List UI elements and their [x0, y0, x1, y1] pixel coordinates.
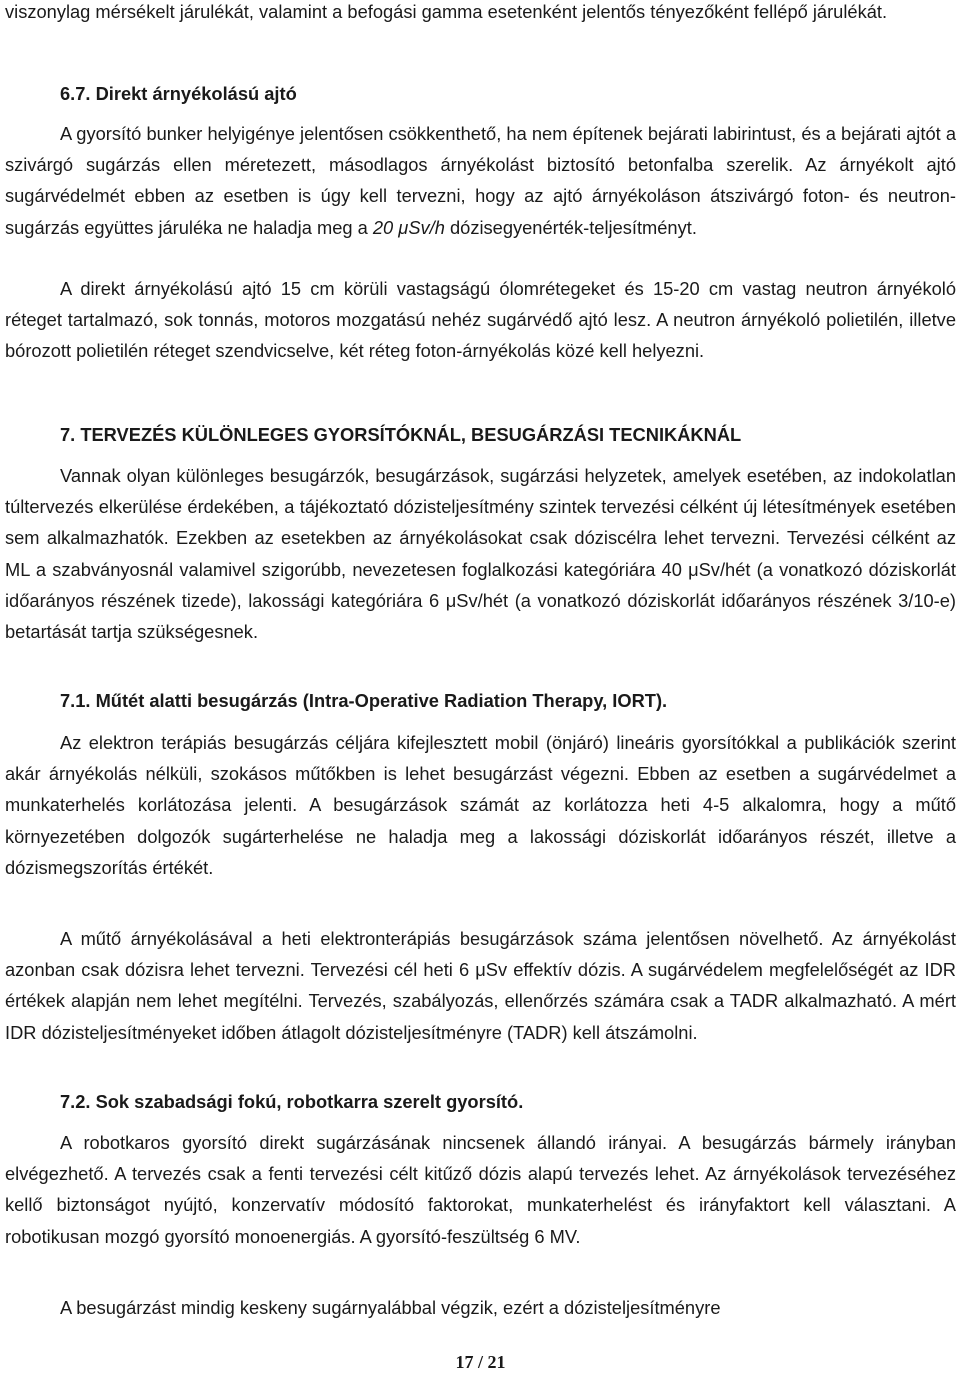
heading-7-1: 7.1. Műtét alatti besugárzás (Intra-Operative Radiation Therapy, IORT). [60, 690, 668, 711]
intro-paragraph: viszonylag mérsékelt járulékát, valamint a befogási gamma esetenként jelentős tényezőként fellépő járulékát. [5, 1, 888, 22]
paragraph-6-7-a [5, 118, 956, 243]
paragraph-7-1-a: Az elektron terápiás besugárzás céljára kifejlesztett mobil (önjáró) lineáris gyorsítókkal a publikációk szerint akár árnyékolás nélküli, szokásos műtőkben is lehet besugárzást végezni. Ebben az esetben a sugárvédelmet a munkaterhelés korlátozása jelenti. A besugárzások számát az korlátozza heti 4-5 alkalomra, hogy a műtő környezetében dolgozók sugárterhelése ne haladja meg a lakossági dóziskorlát időarányos részét, illetve a dózismegszorítás értékét. [5, 732, 956, 878]
dose-rate-value: 20 μSv/h [372, 216, 445, 238]
document-page [5, 0, 956, 1374]
heading-6-7: 6.7. Direkt árnyékolású ajtó [60, 83, 297, 104]
paragraph-6-7-b: A direkt árnyékolású ajtó 15 cm körüli vastagságú ólomrétegeket és 15-20 cm vastag neutron árnyékoló réteget tartalmazó, sok tonnás, motoros mozgatású nehéz sugárvédő ajtó lesz. A neutron árnyékoló polietilén, illetve bórozott polietilén réteget szendvicselve, két réteg foton-árnyékolás közé kell helyezni. [5, 278, 956, 362]
paragraph-7: Vannak olyan különleges besugárzók, besugárzások, sugárzási helyzetek, amelyek esetében, az indokolatlan túltervezés elkerülése érdekében, a tájékoztató dózisteljesítmény szintek tervezési célként új létesítmények esetében sem alkalmazhatók. Ezekben az esetekben az árnyékolásokat csak dóziscélra lehet tervezni. Tervezési célként az ML a szabványosnál valamivel szigorúbb, nevezetesen foglalkozási kategóriára 40 μSv/hét (a vonatkozó dóziskorlát időarányos részének tizede), lakossági kategóriára 6 μSv/hét (a vonatkozó dóziskorlát időarányos részének 3/10-e) betartását tartja szükségesnek. [5, 465, 956, 643]
paragraph-7-2-b: A besugárzást mindig keskeny sugárnyalábbal végzik, ezért a dózisteljesítményre [60, 1297, 721, 1318]
heading-7: 7. TERVEZÉS KÜLÖNLEGES GYORSÍTÓKNÁL, BESUGÁRZÁSI TECNIKÁKNÁL [60, 424, 742, 445]
paragraph-6-7-a-text-2: dózisegyenérték-teljesítményt. [444, 216, 697, 238]
paragraph-7-2-a: A robotkaros gyorsító direkt sugárzásának nincsenek állandó irányai. A besugárzás bármely irányban elvégezhető. A tervezés csak a fenti tervezési célt kitűző dózis alapú tervezés lehet. Az árnyékolások tervezéséhez kellő biztonságot nyújtó, konzervatív módosító faktorokat, munkaterhelést és irányfaktort kell választani. A robotikusan mozgó gyorsító monoenergiás. A gyorsító-feszültség 6 MV. [5, 1132, 956, 1247]
page-number: 17 / 21 [455, 1352, 506, 1372]
paragraph-6-7-a-text-1: A gyorsító bunker helyigénye jelentősen csökkenthető, ha nem építenek bejárati labirintust, és a bejárati ajtót a szivárgó sugárzás ellen méretezett, másodlagos árnyékolást biztosító betonfalba szerelik. Az árnyékolt ajtó sugárvédelmét ebben az esetben is úgy kell tervezni, hogy az ajtó árnyékoláson átszivárgó foton- és neutron-sugárzás együttes járuléka ne haladja meg a [5, 123, 956, 238]
heading-7-2: 7.2. Sok szabadsági fokú, robotkarra szerelt gyorsító. [60, 1091, 524, 1112]
paragraph-7-1-b: A műtő árnyékolásával a heti elektronterápiás besugárzások száma jelentősen növelhető. Az árnyékolást azonban csak dózisra lehet tervezni. Tervezési cél heti 6 μSv effektív dózis. A sugárvédelem megfelelőségét az IDR értékek alapján nem lehet megítélni. Tervezés, szabályozás, ellenőrzés számára csak a TADR alkalmazható. A mért IDR dózisteljesítményeket időben átlagolt dózisteljesítményre (TADR) kell átszámolni. [5, 928, 956, 1043]
